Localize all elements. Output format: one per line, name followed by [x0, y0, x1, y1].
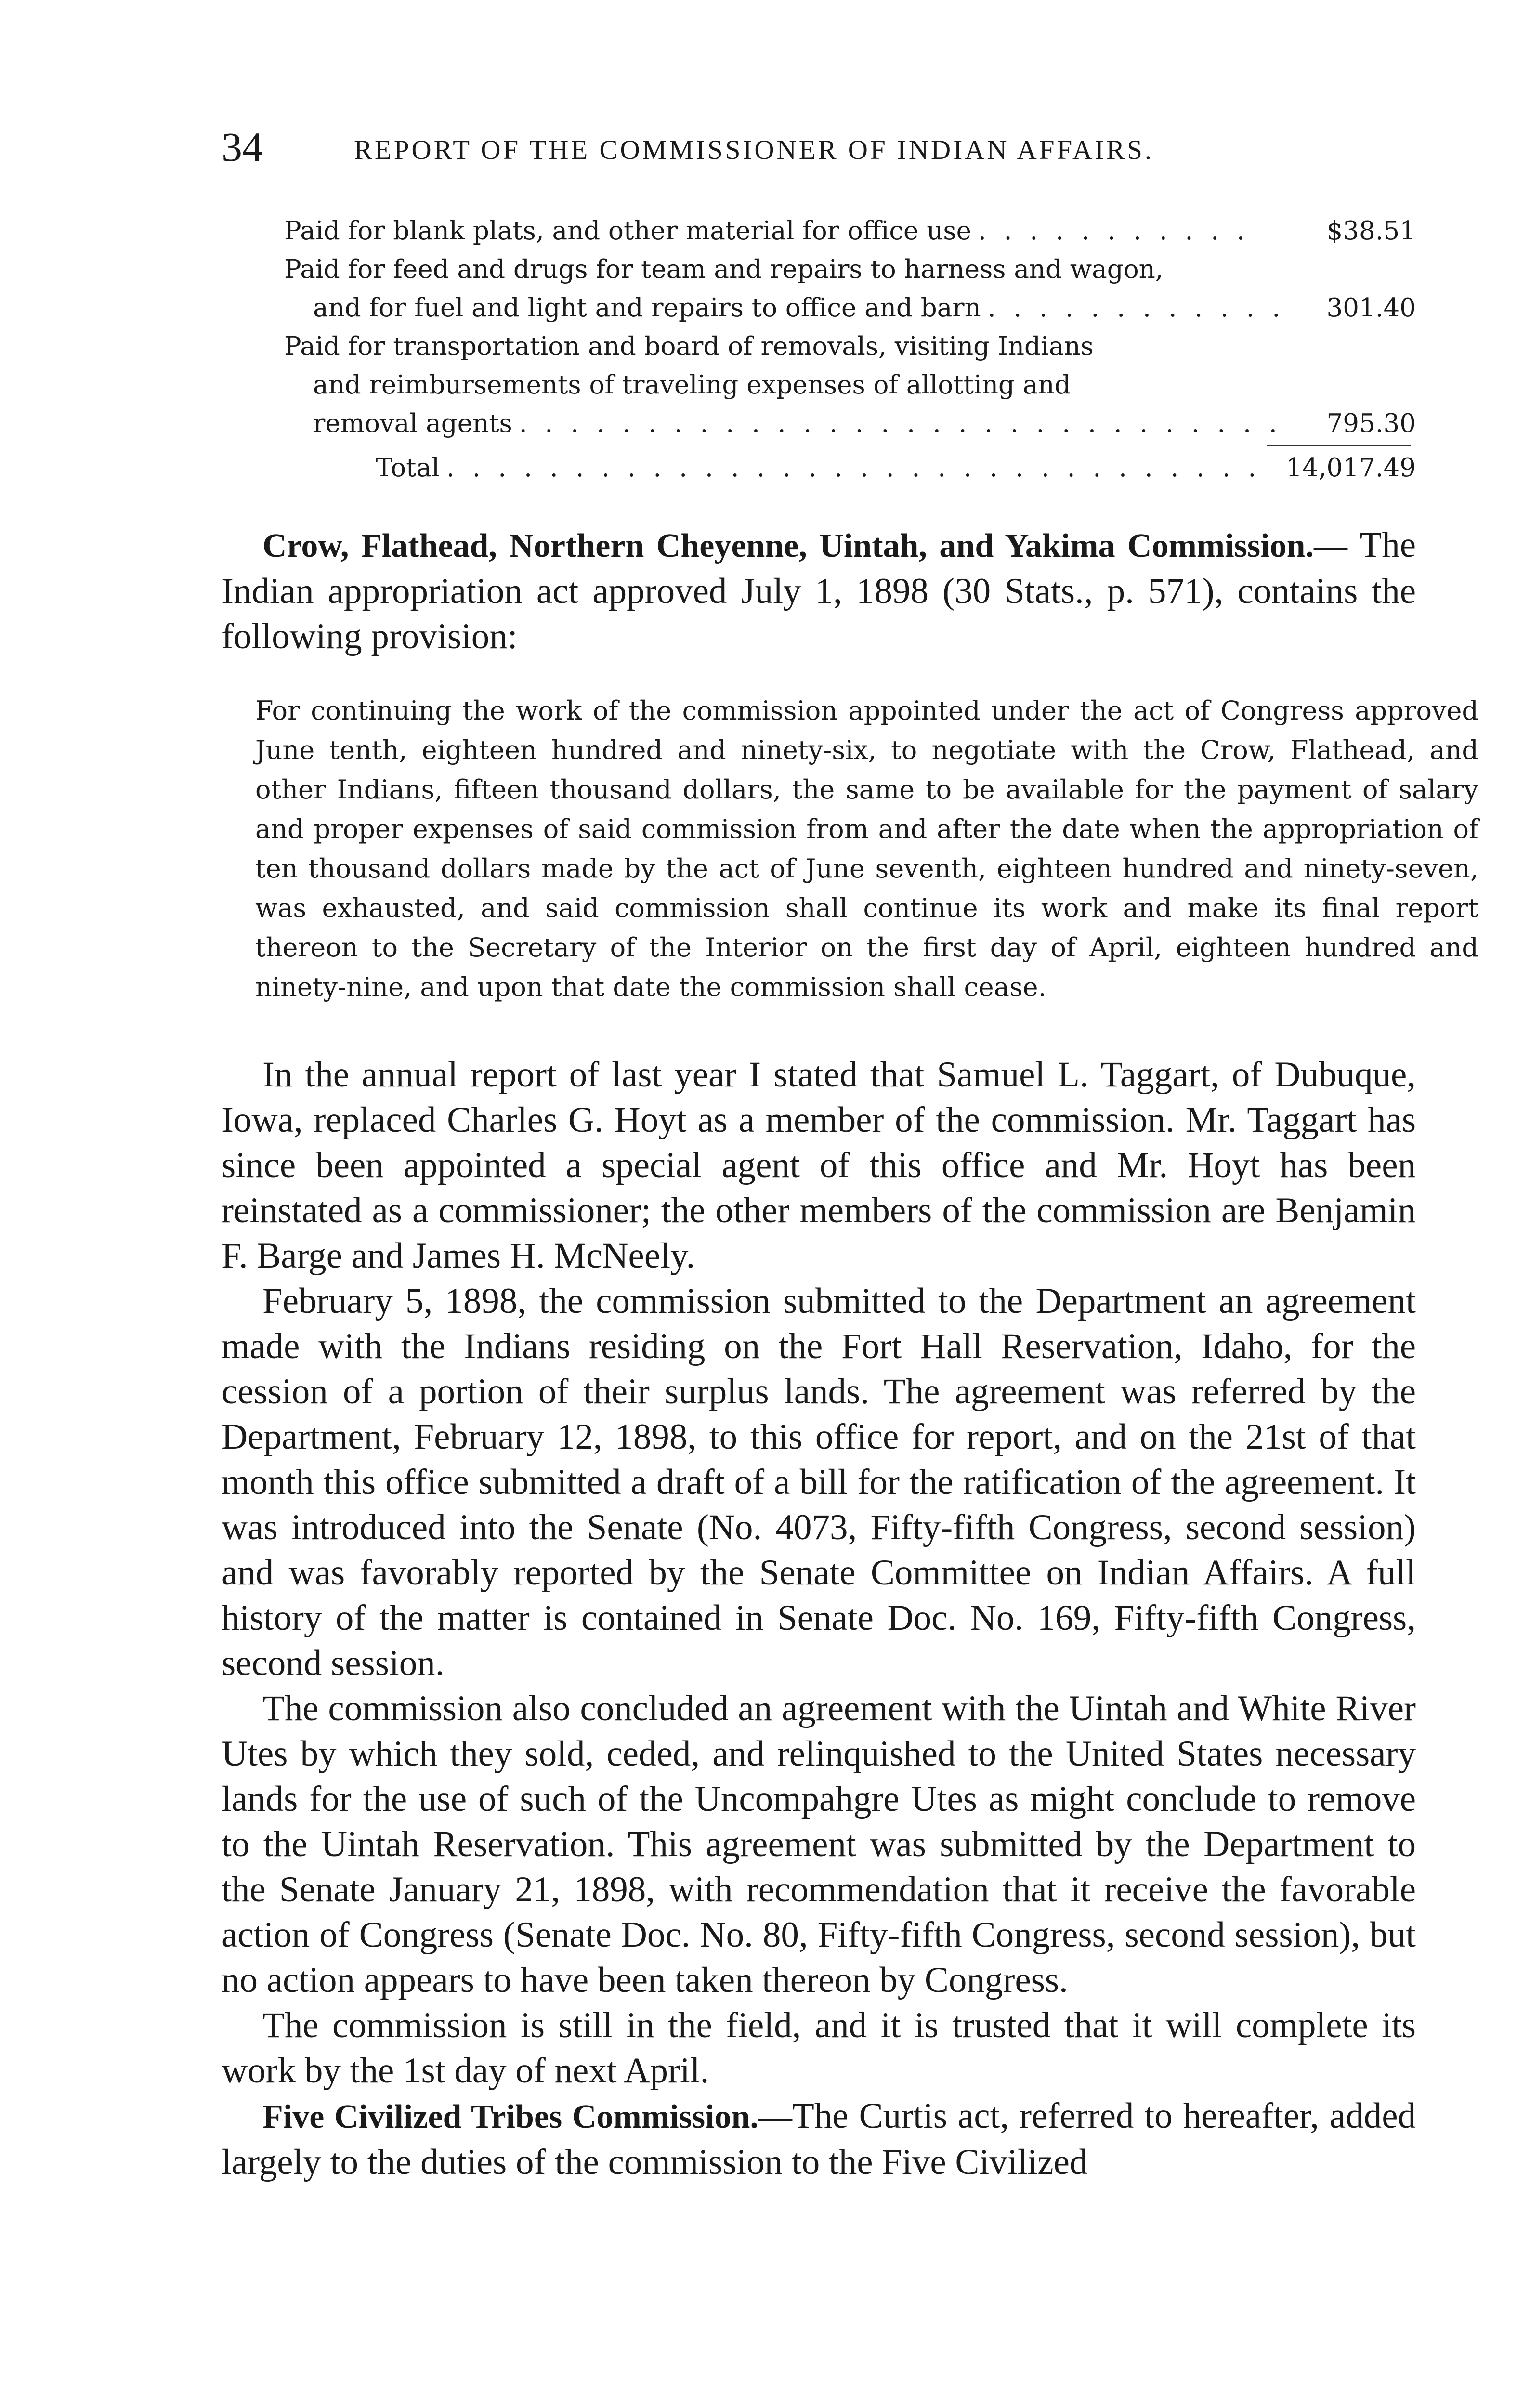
body-paragraphs	[222, 1052, 1416, 2185]
section-intro: The Indian appropriation act approved July 1, 1898 (30 Stats., p. 571), contains the following provision:	[222, 525, 1416, 656]
page-header	[222, 123, 1416, 181]
ledger-row	[284, 327, 1416, 443]
paragraph: In the annual report of last year I stated that Samuel L. Taggart, of Dubuque, Iowa, replaced Charles G. Hoyt as a member of the commission. Mr. Taggart has since been appointed a special agent of this office and Mr. Hoyt has been reinstated as a commissioner; the other members of the commission are Benjamin F. Barge and James H. McNeely.	[222, 1055, 1416, 1276]
total-amount: 14,017.49	[1286, 453, 1416, 483]
ledger-amount: $38.51	[1326, 216, 1416, 246]
expense-ledger	[284, 212, 1416, 487]
section-heading: Five Civilized Tribes Commission.—	[262, 2098, 792, 2135]
section-heading: Crow, Flathead, Northern Cheyenne, Uintah, and Yakima Commission.—	[262, 527, 1348, 564]
ledger-item-text: Paid for feed and drugs for team and repairs to harness and wagon,	[284, 255, 1164, 284]
leader-dots	[978, 212, 1257, 250]
ledger-item-text: removal agents	[313, 409, 512, 438]
page-number: 34	[222, 124, 263, 170]
total-label: Total	[376, 453, 440, 483]
ledger-amount: 301.40	[1326, 293, 1416, 323]
ledger-item-text: Paid for blank plats, and other material for office use	[284, 216, 971, 246]
section-crow-commission	[222, 523, 1416, 659]
ledger-row	[284, 212, 1416, 250]
leader-dots	[988, 289, 1286, 327]
paragraph: The commission also concluded an agreement with the Uintah and White River Utes by which they sold, ceded, and relinquished to the United States necessary lands for the use of such of the Uncompahgre Utes as might conclude to remove to the Uintah Reservation. This agreement was submitted by the Department to the Senate January 21, 1898, with recommendation that it receive the favorable action of Congress (Senate Doc. No. 80, Fifty-fifth Congress, second session), but no action appears to have been taken thereon by Congress.	[222, 1688, 1416, 2000]
block-quote	[255, 691, 1478, 1007]
paragraph: February 5, 1898, the commission submitted to the Department an agreement made with the Indians residing on the Fort Hall Reservation, Idaho, for the cession of a portion of their surplus lands. The agreement was referred by the Department, February 12, 1898, to this office for report, and on the 21st of that month this office submitted a draft of a bill for the ratification of the agreement. It was introduced into the Senate (No. 4073, Fifty-fifth Congress, second session) and was favorably reported by the Senate Committee on Indian Affairs. A full history of the matter is contained in Senate Doc. No. 169, Fifty-fifth Congress, second session.	[222, 1281, 1416, 1683]
ledger-item-text: and reimbursements of traveling expenses of allotting and	[313, 370, 1071, 400]
paragraph: The commission is still in the field, and it is trusted that it will complete its work by the 1st day of next April.	[222, 2005, 1416, 2091]
running-title: REPORT OF THE COMMISSIONER OF INDIAN AFFAIRS.	[354, 135, 1154, 165]
ledger-amount: 795.30	[1326, 409, 1416, 438]
ledger-item-text: Paid for transportation and board of removals, visiting Indians	[284, 332, 1094, 361]
leader-dots	[519, 405, 1286, 443]
ledger-total-row	[284, 449, 1416, 487]
leader-dots	[446, 449, 1257, 487]
ledger-item-text: and for fuel and light and repairs to office and barn	[313, 293, 981, 323]
ledger-row	[284, 250, 1416, 327]
sum-rule	[1267, 445, 1411, 446]
quote-text: For continuing the work of the commission appointed under the act of Congress approved June tenth, eighteen hundred and ninety-six, to negotiate with the Crow, Flathead, and other Indians, fifteen thousand dollars, the same to be available for the payment of salary and proper expenses of said commission from and after the date when the appropriation of ten thousand dollars made by the act of June seventh, eighteen hundred and ninety-seven, was exhausted, and said commission shall continue its work and make its final report thereon to the Secretary of the Interior on the first day of April, eighteen hundred and ninety-nine, and upon that date the commission shall cease.	[255, 695, 1478, 1002]
section-text: The Curtis act, referred to hereafter, added largely to the duties of the commission to the Five Civilized	[222, 2096, 1416, 2182]
